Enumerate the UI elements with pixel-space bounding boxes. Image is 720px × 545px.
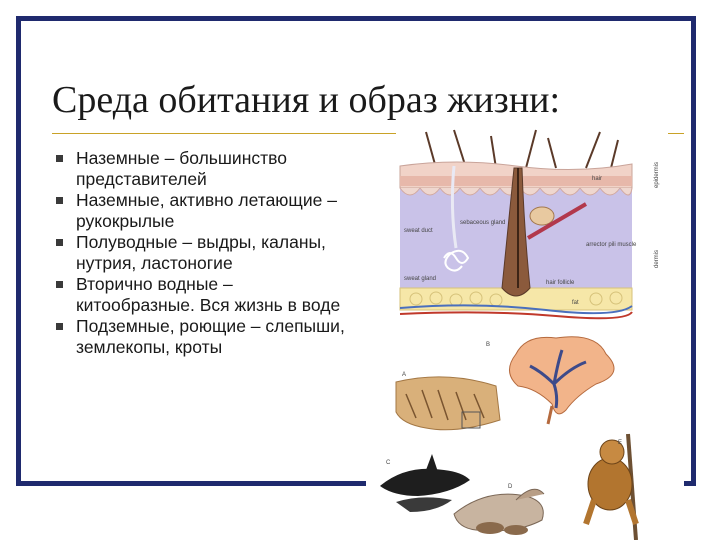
panel-letter: E xyxy=(618,440,623,446)
bullet-item xyxy=(52,190,352,232)
skin-diagram xyxy=(396,128,668,328)
panel-letter: D xyxy=(508,484,513,490)
bullet-square-icon xyxy=(56,197,63,204)
label-arrector-pili: arrector pili muscle xyxy=(586,242,637,248)
bullet-square-icon xyxy=(56,239,63,246)
bullet-item xyxy=(52,274,352,316)
panel-letter: C xyxy=(386,460,391,466)
animals-figure-svg xyxy=(366,324,684,540)
primate-illustration xyxy=(586,434,636,540)
label-hair-follicle: hair follicle xyxy=(546,280,575,286)
animals-figure xyxy=(366,324,684,540)
fur-illustration xyxy=(396,377,500,430)
gland-illustration xyxy=(509,337,614,424)
bullet-item xyxy=(52,316,352,358)
bullet-text: Полуводные – выдры, каланы, нутрия, ластоногие xyxy=(76,232,326,273)
bullet-item xyxy=(52,232,352,274)
panel-letter: A xyxy=(402,372,407,378)
panel-letter: B xyxy=(486,342,491,348)
label-hair: hair xyxy=(592,176,603,182)
bullet-square-icon xyxy=(56,281,63,288)
bullet-item xyxy=(52,148,352,190)
bullet-square-icon xyxy=(56,155,63,162)
bullet-text: Наземные, активно летающие – рукокрылые xyxy=(76,190,337,231)
label-fat: fat xyxy=(572,300,579,306)
label-sweat-duct: sweat duct xyxy=(404,228,433,234)
orca-illustration xyxy=(380,454,470,512)
sebaceous-gland-shape xyxy=(530,207,554,225)
label-sweat-gland: sweat gland xyxy=(404,276,437,282)
label-sebaceous-gland: sebaceous gland xyxy=(460,220,506,226)
bullet-square-icon xyxy=(56,323,63,330)
skin-diagram-svg xyxy=(396,128,668,328)
bullet-text: Наземные – большинство представителей xyxy=(76,148,287,189)
bullet-list xyxy=(52,148,352,358)
bullet-text: Вторично водные – китообразные. Вся жизнь в воде xyxy=(76,274,341,315)
mammals-illustration xyxy=(454,489,544,535)
bullet-text: Подземные, роющие – слепыши, землекопы, кроты xyxy=(76,316,345,357)
label-dermis: dermis xyxy=(654,249,660,268)
slide-title: Среда обитания и образ жизни: xyxy=(52,79,561,121)
label-epidermis: epidermis xyxy=(654,161,660,188)
